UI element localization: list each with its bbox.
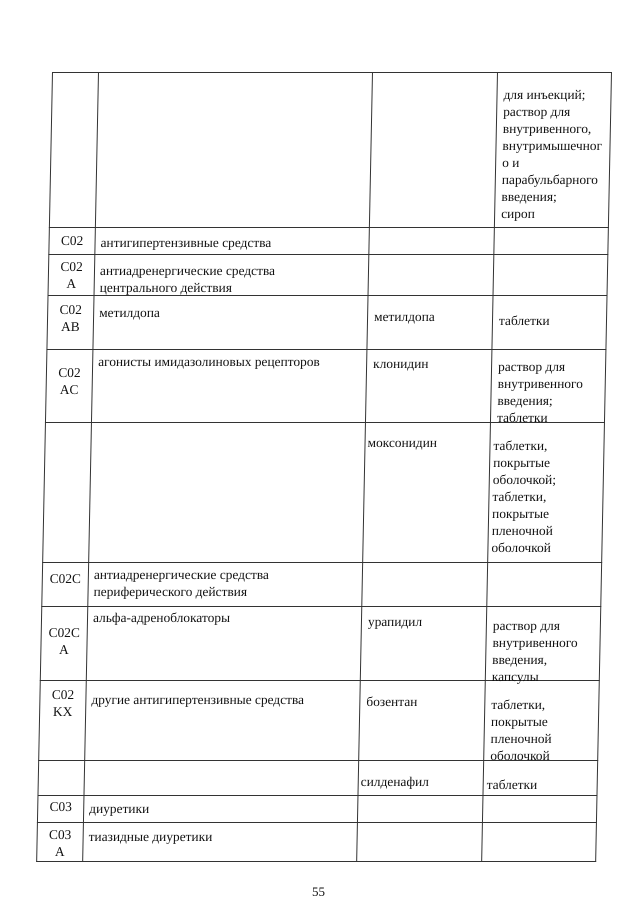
group-name-cell: антигипертензивные средства — [100, 235, 272, 250]
group-name-cell: другие антигипертензивные средства — [91, 692, 305, 707]
table-border-left — [36, 72, 53, 862]
inn-cell: урапидил — [367, 614, 423, 629]
dosage-form-cell: раствор для внутривенного введения, капсулы — [491, 618, 578, 684]
row-divider — [37, 822, 597, 823]
atc-code-cell: C03 — [49, 799, 73, 814]
row-divider — [37, 795, 597, 796]
atc-code-cell: C02 A — [60, 259, 83, 291]
inn-cell: силденафил — [360, 774, 430, 789]
group-name-cell: агонисты имидазолиновых рецепторов — [98, 354, 320, 369]
atc-code-cell: C03 A — [48, 827, 72, 859]
dosage-form-cell: таблетки, покрытые пленочной оболочкой — [490, 697, 552, 763]
dosage-form-cell: для инъекций; раствор для внутривенного, внутримышечног о и парабульбарного введения; сироп — [501, 87, 603, 221]
dosage-form-cell: таблетки — [498, 313, 550, 328]
atc-code-cell: C02C — [49, 571, 82, 586]
page-number: 55 — [312, 884, 325, 899]
row-divider — [48, 254, 608, 255]
atc-code-cell: C02 AB — [59, 302, 83, 334]
column-divider — [356, 72, 373, 862]
group-name-cell: антиадренергические средства центрального действия — [99, 263, 276, 295]
row-divider — [41, 606, 601, 607]
inn-cell: клонидин — [372, 356, 429, 371]
atc-code-cell: C02C A — [48, 625, 81, 657]
drug-classification-table — [36, 72, 612, 862]
group-name-cell: тиазидные диуретики — [88, 829, 213, 844]
atc-code-cell: C02 AC — [58, 365, 81, 397]
dosage-form-cell: таблетки — [486, 777, 538, 792]
column-divider — [82, 72, 99, 862]
table-border-top — [52, 72, 612, 73]
row-divider — [46, 349, 606, 350]
group-name-cell: метилдопа — [99, 305, 161, 320]
inn-cell: бозентан — [366, 694, 418, 709]
atc-code-cell: C02 — [60, 233, 84, 248]
group-name-cell: антиадренергические средства периферического действия — [93, 567, 270, 599]
inn-cell: моксонидин — [367, 435, 438, 450]
table-border-bottom — [36, 861, 596, 862]
row-divider — [42, 562, 602, 563]
group-name-cell: диуретики — [89, 801, 150, 816]
dosage-form-cell: таблетки, покрытые оболочкой; таблетки, покрытые пленочной оболочкой — [491, 438, 557, 555]
dosage-form-cell: раствор для внутривенного введения; таблетки — [496, 359, 584, 425]
inn-cell: метилдопа — [373, 309, 435, 324]
row-divider — [49, 227, 609, 228]
group-name-cell: альфа-адреноблокаторы — [92, 610, 231, 625]
atc-code-cell: C02 KX — [51, 687, 75, 719]
